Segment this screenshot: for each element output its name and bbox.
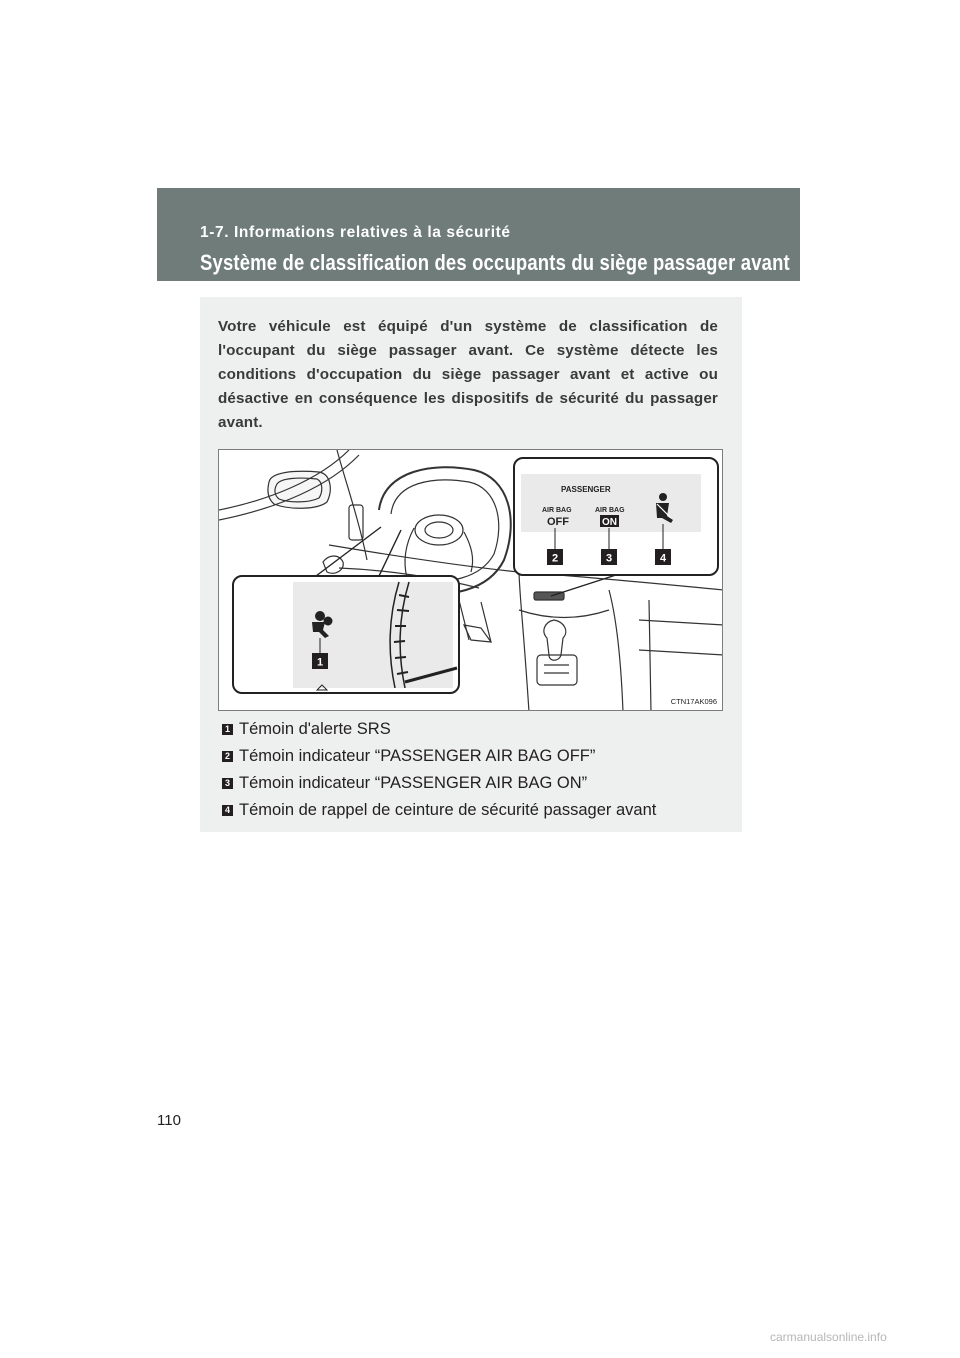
legend-item <box>222 716 391 742</box>
dashboard-drawing <box>219 450 723 711</box>
passenger-label: PASSENGER <box>561 485 611 494</box>
legend-text: Témoin de rappel de ceinture de sécurité passager avant <box>239 800 657 819</box>
legend-number: 1 <box>222 724 233 735</box>
legend-item <box>222 770 587 796</box>
watermark: carmanualsonline.info <box>770 1330 887 1344</box>
section-label: 1-7. Informations relatives à la sécurité <box>200 224 511 241</box>
svg-text:3: 3 <box>605 552 613 565</box>
legend-text: Témoin indicateur “PASSENGER AIR BAG OFF” <box>239 746 596 765</box>
side-mirror <box>268 471 330 508</box>
steering-wheel <box>379 467 511 594</box>
dashboard-illustration <box>218 449 723 711</box>
passenger-airbag-panel-zoom <box>514 458 718 575</box>
airbag-on-indicator: ON <box>602 517 617 528</box>
airbag-off-label: AIR BAG <box>542 507 572 514</box>
figure-code: CTN17AK096 <box>670 697 717 706</box>
legend-text: Témoin d'alerte SRS <box>239 719 391 738</box>
legend-number: 3 <box>222 778 233 789</box>
legend-number: 4 <box>222 805 233 816</box>
airbag-off-indicator: OFF <box>547 516 569 528</box>
instrument-cluster-zoom <box>233 576 459 693</box>
steering-hub <box>415 515 463 545</box>
legend-number: 2 <box>222 751 233 762</box>
svg-text:4: 4 <box>659 552 667 565</box>
shift-lever <box>544 620 566 660</box>
intro-paragraph: Votre véhicule est équipé d'un système de classification de l'occupant du siège passager avant. Ce système détecte les conditions d'occupation du siège passager avant et active ou désactive en conséquence les dispositifs de sécurité du passager avant. <box>218 318 718 431</box>
page-title: Système de classification des occupants du siège passager avant <box>200 250 790 275</box>
svg-text:2: 2 <box>551 552 559 565</box>
svg-text:1: 1 <box>316 656 324 669</box>
page-number: 110 <box>157 1112 181 1129</box>
legend-item <box>222 743 595 769</box>
airbag-on-label: AIR BAG <box>595 507 625 514</box>
legend-text: Témoin indicateur “PASSENGER AIR BAG ON” <box>239 773 588 792</box>
legend-item <box>222 797 656 823</box>
